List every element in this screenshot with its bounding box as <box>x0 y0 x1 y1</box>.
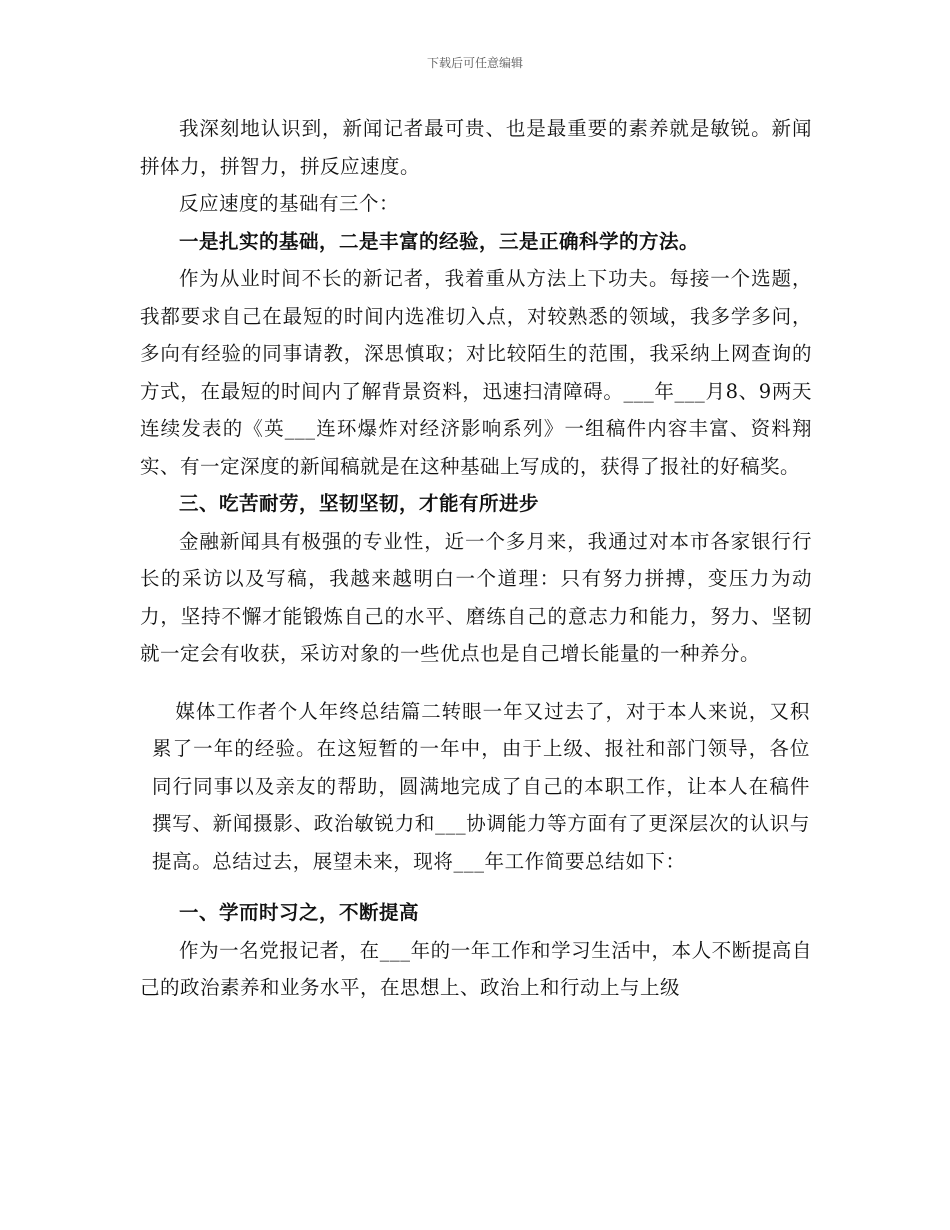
section-two <box>140 693 810 881</box>
document-body <box>140 110 812 1007</box>
section-heading-three: 三、吃苦耐劳，坚韧坚韧，才能有所进步 <box>179 492 540 515</box>
paragraph-4: 金融新闻具有极强的专业性，近一个多月来，我通过对本市各家银行行长的采访以及写稿，我越来越明白一个道理：只有努力拼搏，变压力为动力，坚持不懈才能锻炼自己的水平、磨练自己的意志力和能力，努力、坚韧就一定会有收获，采访对象的一些优点也是自己增长能量的一种养分。 <box>140 529 812 665</box>
bold-paragraph-methods: 一是扎实的基础，二是丰富的经验，三是正确科学的方法。 <box>179 229 700 253</box>
paragraph-2: 反应速度的基础有三个： <box>179 192 400 215</box>
paragraph-5: 作为一名党报记者，在___年的一年工作和学习生活中，本人不断提高自己的政治素养和业务水平，在思想上、政治上和行动上与上级 <box>140 938 812 999</box>
section-gap <box>140 673 812 693</box>
section-heading-one: 一、学而时习之，不断提高 <box>179 901 420 924</box>
page-header: 下载后可任意编辑 <box>426 56 523 70</box>
section-two-intro: 媒体工作者个人年终总结篇二转眼一年又过去了，对于本人来说，又积累了一年的经验。在这短暂的一年中，由于上级、报社和部门领导，各位同行同事以及亲友的帮助，圆满地完成了自己的本职工作，让本人在稿件撰写、新闻摄影、政治敏锐力和___协调能力等方面有了更深层次的认识与提高。总结过去，展望未来，现将___年工作简要总结如下： <box>152 699 810 873</box>
paragraph-3: 作为从业时间不长的新记者，我着重从方法上下功夫。每接一个选题，我都要求自己在最短的时间内选准切入点，对较熟悉的领域，我多学多问，多向有经验的同事请教，深思慎取；对比较陌生的范围，我采纳上网查询的方式，在最短的时间内了解背景资料，迅速扫清障碍。___年___月8、9两天连续发表的《英___连环爆炸对经济影响系列》一组稿件内容丰富、资料翔实、有一定深度的新闻稿就是在这种基础上写成的，获得了报社的好稿奖。 <box>140 267 812 478</box>
paragraph-1: 我深刻地认识到，新闻记者最可贵、也是最重要的素养就是敏锐。新闻拼体力，拼智力，拼反应速度。 <box>140 117 812 178</box>
